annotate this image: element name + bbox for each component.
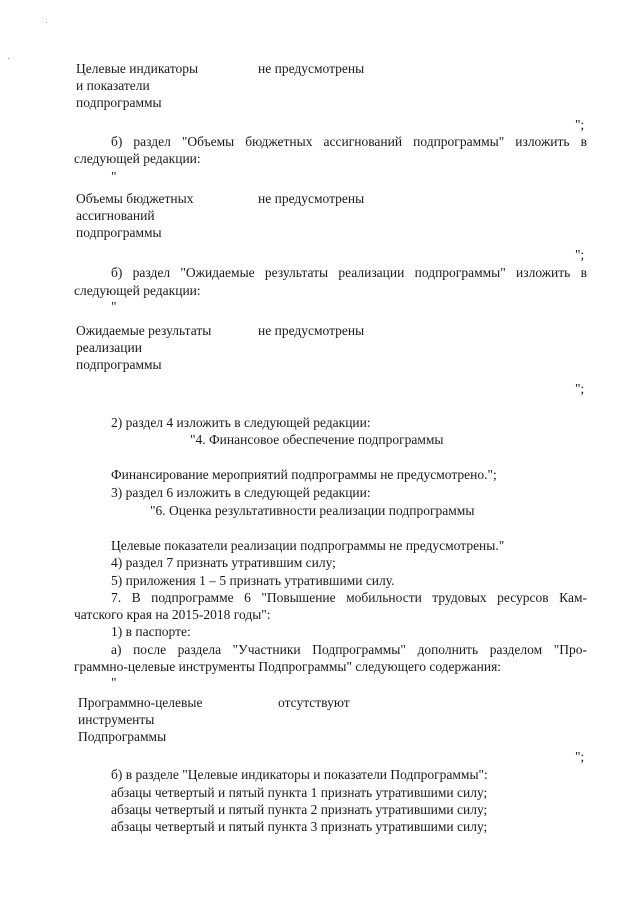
table-label-line: инструменты <box>78 712 155 727</box>
list-item: 2) раздел 4 изложить в следующей редакции: <box>111 415 371 430</box>
closing-quote: "; <box>575 749 585 764</box>
opening-quote: " <box>111 169 117 184</box>
table-value: не предусмотрены <box>258 61 365 76</box>
paragraph-line: Целевые показатели реализации подпрограммы не предусмотрены." <box>111 538 505 553</box>
table-label-line: Ожидаемые результаты <box>76 323 212 338</box>
table-value: не предусмотрены <box>258 323 365 338</box>
table-label-line: ассигнований <box>76 208 155 223</box>
paragraph-line: Финансирование мероприятий подпрограммы не предусмотрено."; <box>111 467 497 482</box>
table-label-line: подпрограммы <box>76 357 162 372</box>
table-label-line: подпрограммы <box>76 225 162 240</box>
paragraph-line: б) раздел "Ожидаемые результаты реализации подпрограммы" изложить в <box>111 265 587 280</box>
paragraph-line: следующей редакции: <box>74 283 201 298</box>
opening-quote: " <box>111 299 117 314</box>
paragraph-line: а) после раздела "Участники Подпрограммы" дополнить разделом "Про- <box>111 642 587 657</box>
table-label-line: подпрограммы <box>76 95 162 110</box>
list-item: 5) приложения 1 – 5 признать утратившими силу. <box>111 573 395 588</box>
table-label-line: Объемы бюджетных <box>76 191 194 206</box>
closing-quote: "; <box>575 247 585 262</box>
opening-quote: " <box>111 675 117 690</box>
list-item: б) в разделе "Целевые индикаторы и показатели Подпрограммы": <box>111 767 488 782</box>
table-label-line: и показатели <box>76 78 150 93</box>
paragraph-line: следующей редакции: <box>74 151 201 166</box>
paragraph-line: б) раздел "Объемы бюджетных ассигнований подпрограммы" изложить в <box>111 134 587 149</box>
table-label-line: Программно-целевые <box>78 695 203 710</box>
scan-speck <box>8 58 9 59</box>
table-label-line: Целевые индикаторы <box>76 61 199 76</box>
section-heading: "4. Финансовое обеспечение подпрограммы <box>190 432 444 447</box>
paragraph-line: абзацы четвертый и пятый пункта 3 признать утратившими силу; <box>111 819 488 834</box>
paragraph-line: чатского края на 2015-2018 годы": <box>74 607 271 622</box>
paragraph-line: абзацы четвертый и пятый пункта 2 признать утратившими силу; <box>111 802 488 817</box>
paragraph-line: граммно-целевые инструменты Подпрограммы" следующего содержания: <box>74 659 502 674</box>
list-item: 3) раздел 6 изложить в следующей редакции: <box>111 485 371 500</box>
closing-quote: "; <box>575 381 585 396</box>
scan-speck <box>46 22 47 23</box>
section-heading: "6. Оценка результативности реализации подпрограммы <box>150 503 475 518</box>
table-value: не предусмотрены <box>258 191 365 206</box>
table-value: отсутствуют <box>278 695 350 710</box>
table-label-line: Подпрограммы <box>78 729 167 744</box>
paragraph-line: абзацы четвертый и пятый пункта 1 признать утратившими силу; <box>111 785 488 800</box>
paragraph-line: 7. В подпрограмме 6 "Повышение мобильности трудовых ресурсов Кам- <box>111 590 587 605</box>
list-item: 4) раздел 7 признать утратившим силу; <box>111 555 336 570</box>
table-label-line: реализации <box>76 340 142 355</box>
closing-quote: "; <box>575 117 585 132</box>
list-item: 1) в паспорте: <box>111 624 191 639</box>
